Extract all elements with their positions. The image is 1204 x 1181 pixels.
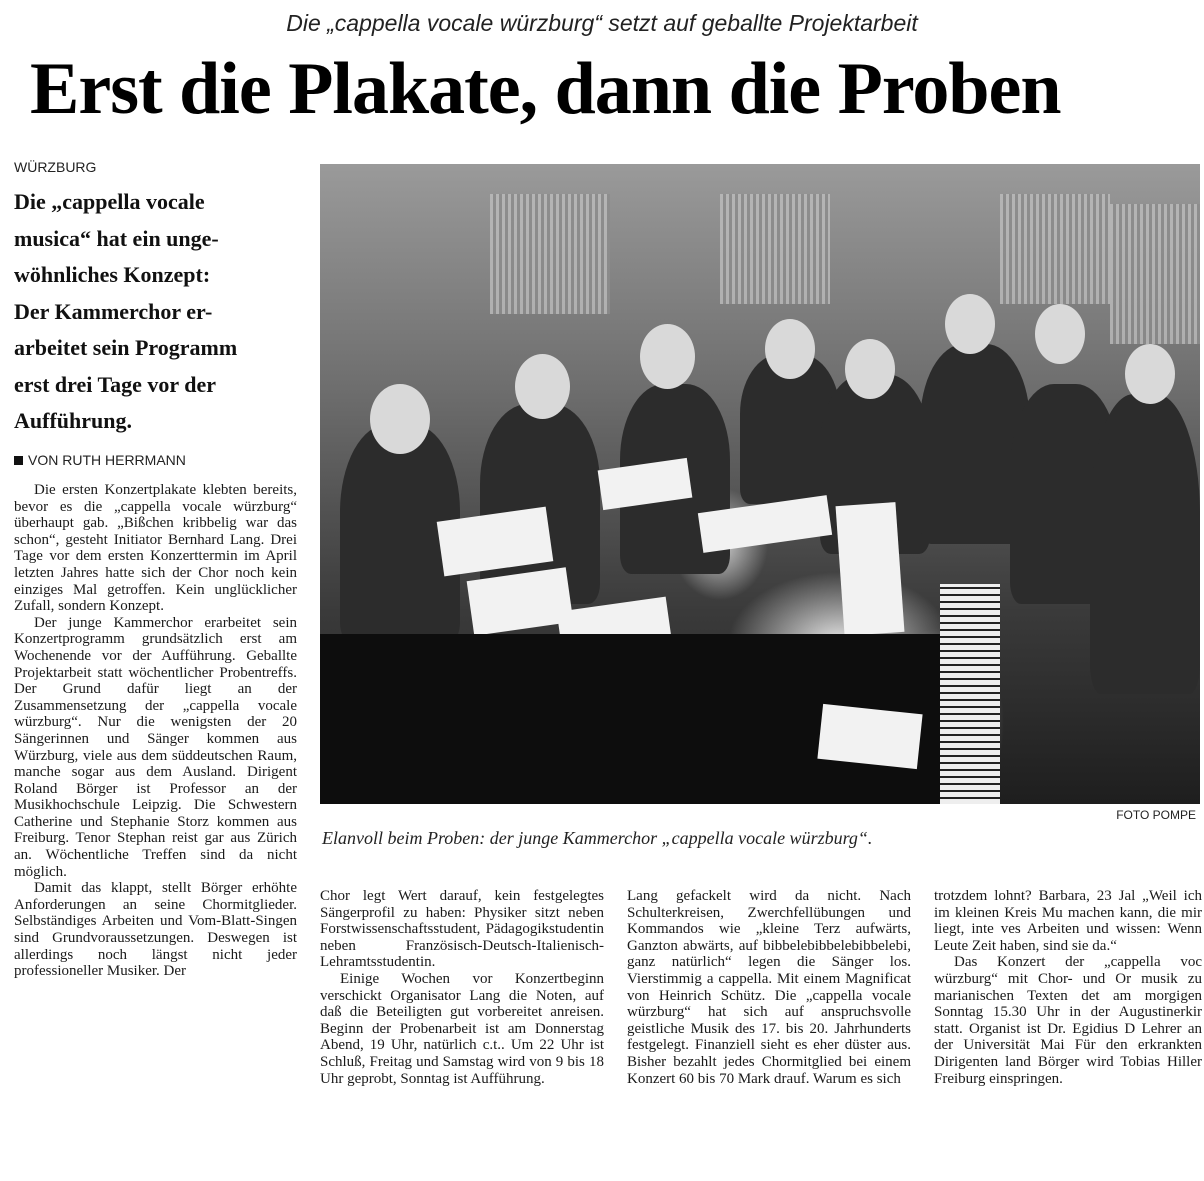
article-paragraph: Chor legt Wert darauf, kein festgelegtes Sängerprofil zu haben: Physiker sitzt neben Forstwissenschaftsstudent, Pädagogikstudentin neben Französisch-Deutsch-Italienisch-Lehramtsstudentin. <box>320 888 604 971</box>
photo-face <box>945 294 995 354</box>
article-paragraph: Einige Wochen vor Konzertbeginn verschickt Organisator Lang die Noten, auf daß die Beteiligten gut vorbereitet anreisen. Beginn der Probenarbeit ist am Donnerstag Abend, 19 Uhr, natürlich c.t.. Um 22 Uhr ist Schluß, Freitag und Samstag wird von 9 bis 18 Uhr geprobt, Sonntag ist Aufführung. <box>320 970 604 1087</box>
lead-line: Die „cappella vocale <box>14 189 205 214</box>
photo-singer <box>1090 394 1200 694</box>
photo-window <box>1110 204 1200 344</box>
article-paragraph: Das Konzert der „cappella voc würzburg“ mit Chor- und Or musik zu marianischen Texten det am morgigen Sonntag 15.30 Uhr in der Augustinerkir statt. Organist ist Dr. Egidius D Lehrer an der Universität Mai Für den erkrankten Dirigenten land Börger wird Tobias Hiller Freiburg einspringen. <box>934 954 1202 1087</box>
lead-line: arbeitet sein Programm <box>14 335 238 360</box>
byline-text: VON RUTH HERRMANN <box>28 452 186 468</box>
lead-line: erst drei Tage vor der <box>14 371 217 397</box>
article-column-2 <box>320 888 604 1178</box>
photo-face <box>370 384 430 454</box>
photo-face <box>765 319 815 379</box>
photo-face <box>640 324 695 389</box>
lead-line: Aufführung. <box>14 408 132 433</box>
byline <box>14 452 186 468</box>
photo-face <box>1125 344 1175 404</box>
article-paragraph: Damit das klappt, stellt Börger erhöhte Anforderungen an seine Chormitglieder. Selbständiges Arbeiten und Vom-Blatt-Singen sind Grundvoraussetzungen. Deswegen ist allerdings noch längst nicht jeder professioneller Musiker. Der <box>14 880 297 980</box>
article-column-1 <box>14 482 297 1172</box>
photo-credit: FOTO POMPE <box>1116 808 1196 822</box>
photo-window <box>1000 194 1110 304</box>
kicker-line: Die „cappella vocale würzburg“ setzt auf geballte Projektarbeit <box>286 10 918 36</box>
byline-square-icon <box>14 456 23 465</box>
article-paragraph: Die ersten Konzertplakate klebten bereits, bevor es die „cappella vocale würzburg“ überhaupt gab. „Bißchen kribbelig war das schon“, gesteht Initiator Bernhard Lang. Drei Tage vor dem ersten Konzerttermin im April letzten Jahres hatte sich der Chor noch kein einziges Mal getroffen. Kein unglücklicher Zufall, sondern Konzept. <box>14 482 297 615</box>
article-column-3 <box>627 888 911 1178</box>
sheet-music <box>836 502 905 636</box>
photo-face <box>845 339 895 399</box>
piano-keys <box>940 584 1000 804</box>
lead-line: Der Kammerchor er- <box>14 298 213 324</box>
photo-window <box>490 194 610 314</box>
lead-line: musica“ hat ein unge- <box>14 225 219 251</box>
dateline: WÜRZBURG <box>14 159 97 175</box>
article-paragraph: trotzdem lohnt? Barbara, 23 Jal „Weil ich im kleinen Kreis Mu machen kann, die mir liegt, inte ves Arbeiten und wissen: Wenn Leute Zeit haben, sind sie da.“ <box>934 888 1202 954</box>
article-column-4 <box>934 888 1202 1178</box>
lead-paragraph <box>14 184 304 440</box>
sheet-music <box>817 704 922 769</box>
photo-face <box>515 354 570 419</box>
lead-line: wöhnliches Konzept: <box>14 262 211 287</box>
headline: Erst die Plakate, dann die Proben <box>30 52 1061 126</box>
article-paragraph: Der junge Kammerchor erarbeitet sein Konzertprogramm grundsätzlich erst am Wochenende vor der Aufführung. Geballte Projektarbeit statt wöchentlicher Probentreffs. Der Grund dafür liegt an der Zusammensetzung der „cappella vocale würzburg“. Nur die wenigsten der 20 Sängerinnen und Sänger kommen aus Würzburg, viele aus dem süddeutschen Raum, manche sogar aus dem Ausland. Dirigent Roland Börger ist Professor an der Musikhochschule Leipzig. Die Schwestern Catherine und Stephanie Storz kommen aus Freiburg. Tenor Stephan reist gar aus Zürich an. Wöchentliche Treffen sind da nicht möglich. <box>14 614 297 880</box>
photo-window <box>720 194 830 304</box>
photo-caption: Elanvoll beim Proben: der junge Kammerchor „cappella vocale würzburg“. <box>322 828 873 848</box>
article-paragraph: Lang gefackelt wird da nicht. Nach Schulterkreisen, Zwerchfellübungen und Kommandos wie „kleine Terz aufwärts, Ganzton abwärts, auf bibbelebibbelebibbelebi, ganz natürlich“ legen die Sänger los. Vierstimmig a cappella. Mit einem Magnificat von Heinrich Schütz. Die „cappella vocale würzburg“ hat sich auf anspruchsvolle geistliche Musik des 17. bis 20. Jahrhunderts festgelegt. Finanziell sieht es eher düster aus. Bisher bezahlt jedes Chormitglied bei einem Konzert 60 bis 70 Mark drauf. Warum es sich <box>627 888 911 1087</box>
choir-photo <box>320 164 1200 804</box>
photo-face <box>1035 304 1085 364</box>
